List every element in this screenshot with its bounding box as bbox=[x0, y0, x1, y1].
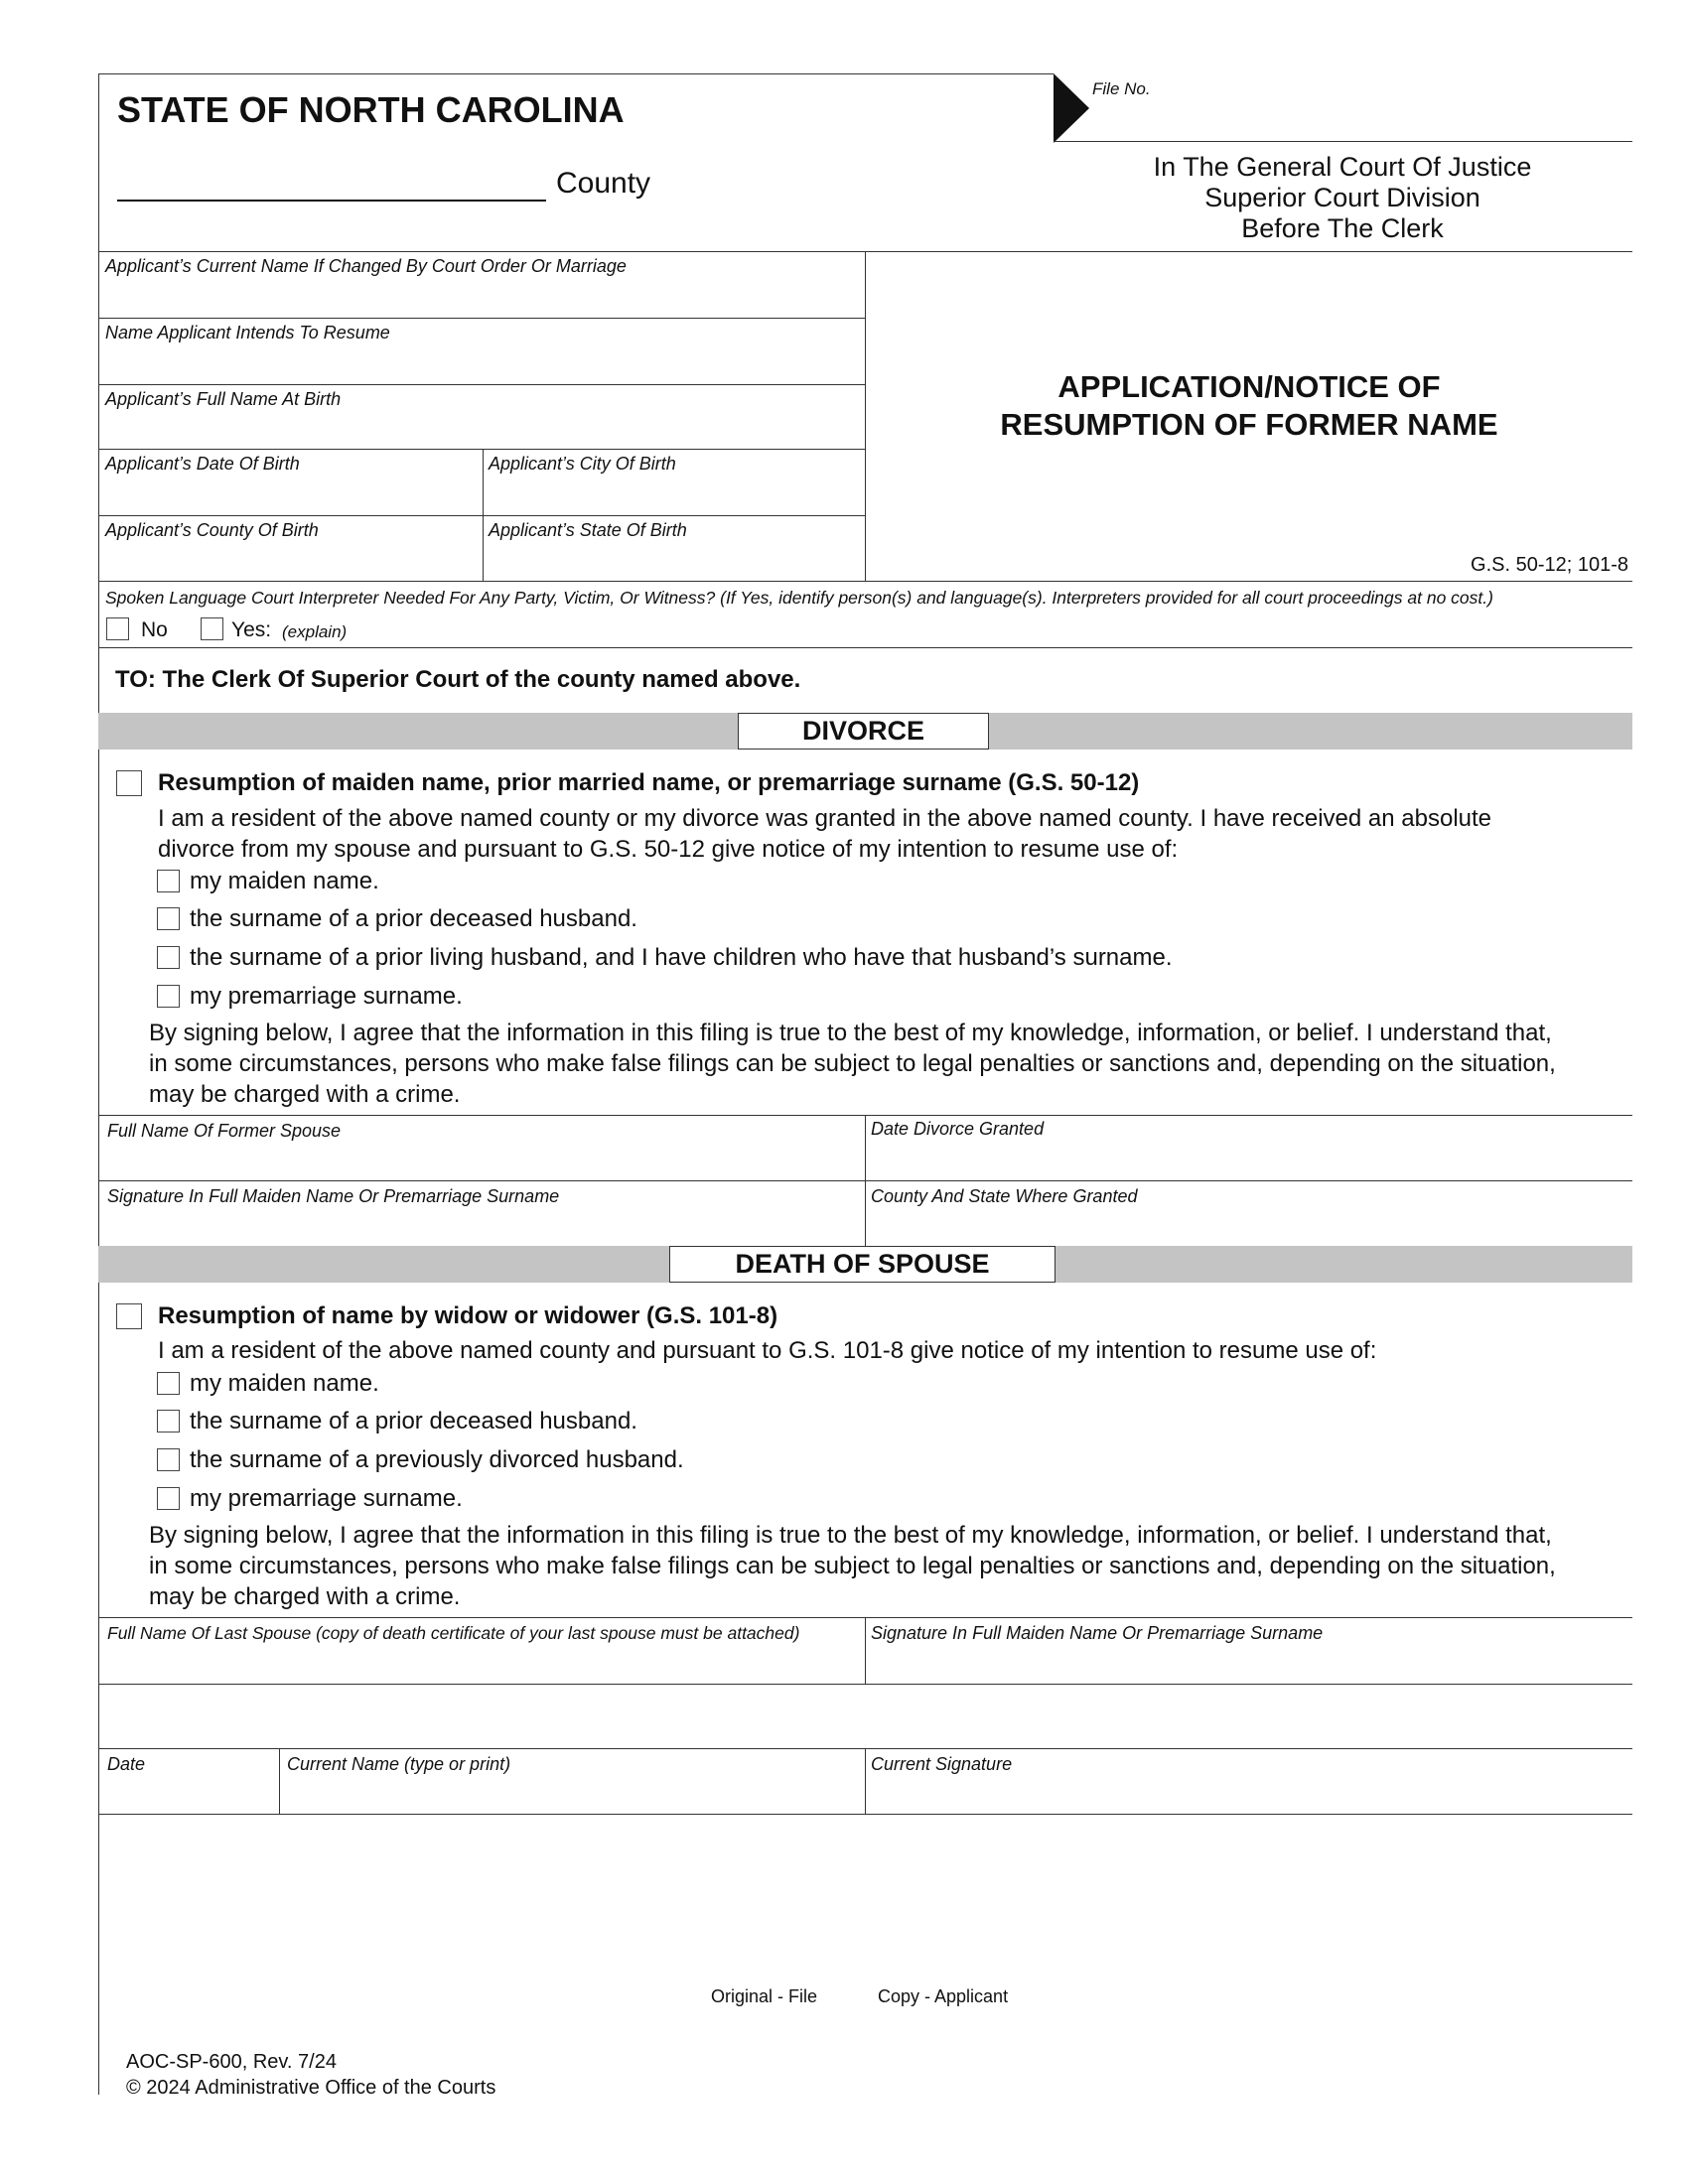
current-signature-label: Current Signature bbox=[871, 1754, 1013, 1774]
divorce-living-husband-label: the surname of a prior living husband, and I have children who have that husband’s surname. bbox=[190, 944, 1173, 971]
death-deceased-husband-checkbox[interactable] bbox=[157, 1410, 180, 1433]
death-signature-field[interactable] bbox=[867, 1645, 1631, 1683]
top-rule bbox=[98, 73, 1054, 74]
death-main-checkbox[interactable] bbox=[116, 1303, 142, 1329]
divorce-deceased-husband-label: the surname of a prior deceased husband. bbox=[190, 905, 637, 932]
row-rule bbox=[98, 1684, 1632, 1685]
interpreter-no-label: No bbox=[141, 618, 168, 641]
form-title-line-1: APPLICATION/NOTICE OF bbox=[1057, 369, 1441, 404]
interpreter-yes-label: Yes: bbox=[231, 618, 272, 641]
row-rule bbox=[98, 581, 1632, 582]
row-rule bbox=[98, 318, 865, 319]
divorce-premarriage-surname-checkbox[interactable] bbox=[157, 985, 180, 1008]
death-option-heading: Resumption of name by widow or widower (G.S. 101-8) bbox=[158, 1302, 778, 1329]
death-premarriage-surname-checkbox[interactable] bbox=[157, 1487, 180, 1510]
divorce-intro-line-2: divorce from my spouse and pursuant to G.S. 50-12 give notice of my intention to resume use of: bbox=[158, 836, 1179, 863]
divorce-heading: DIVORCE bbox=[738, 713, 989, 750]
death-premarriage-surname-label: my premarriage surname. bbox=[190, 1485, 463, 1512]
county-label: County bbox=[556, 167, 651, 200]
divorce-maiden-name-checkbox[interactable] bbox=[157, 870, 180, 892]
birth-name-label: Applicant’s Full Name At Birth bbox=[105, 389, 342, 409]
last-spouse-label: Full Name Of Last Spouse (copy of death certificate of your last spouse must be attached) bbox=[107, 1623, 800, 1643]
former-spouse-field[interactable] bbox=[99, 1142, 864, 1179]
court-line-2: Superior Court Division bbox=[1204, 183, 1480, 212]
form-id: AOC-SP-600, Rev. 7/24 bbox=[126, 2051, 337, 2073]
divorce-option-heading: Resumption of maiden name, prior married name, or premarriage surname (G.S. 50-12) bbox=[158, 769, 1140, 796]
file-no-arrow-icon bbox=[1054, 73, 1091, 143]
divorce-deceased-husband-checkbox[interactable] bbox=[157, 907, 180, 930]
death-intro: I am a resident of the above named county and pursuant to G.S. 101-8 give notice of my intention to resume use of: bbox=[158, 1337, 1377, 1364]
city-of-birth-label: Applicant’s City Of Birth bbox=[489, 454, 676, 474]
current-name-label: Applicant’s Current Name If Changed By Court Order Or Marriage bbox=[105, 256, 627, 276]
dob-label: Applicant’s Date Of Birth bbox=[105, 454, 300, 474]
current-name-print-field[interactable] bbox=[281, 1776, 864, 1813]
divorce-signature-label: Signature In Full Maiden Name Or Premarriage Surname bbox=[107, 1186, 560, 1206]
birth-name-field[interactable] bbox=[99, 411, 864, 449]
death-maiden-name-checkbox[interactable] bbox=[157, 1372, 180, 1395]
court-line-1: In The General Court Of Justice bbox=[1153, 152, 1532, 182]
date-field[interactable] bbox=[99, 1776, 278, 1813]
date-divorce-granted-label: Date Divorce Granted bbox=[871, 1119, 1045, 1139]
copy-applicant: Copy - Applicant bbox=[878, 1986, 1009, 2006]
current-signature-field[interactable] bbox=[867, 1776, 1631, 1813]
state-of-birth-label: Applicant’s State Of Birth bbox=[489, 520, 687, 540]
dob-field[interactable] bbox=[99, 476, 481, 515]
interpreter-explain-field[interactable] bbox=[377, 615, 1628, 645]
death-attestation-line-3: may be charged with a crime. bbox=[149, 1583, 461, 1610]
form-title-line-2: RESUMPTION OF FORMER NAME bbox=[1000, 407, 1498, 442]
city-of-birth-field[interactable] bbox=[485, 476, 864, 515]
death-attestation-line-2: in some circumstances, persons who make false filings can be subject to legal penalties or sanctions and, depending on the situation, bbox=[149, 1553, 1556, 1579]
intended-name-label: Name Applicant Intends To Resume bbox=[105, 323, 390, 342]
county-of-birth-label: Applicant’s County Of Birth bbox=[105, 520, 319, 540]
former-spouse-label: Full Name Of Former Spouse bbox=[107, 1121, 342, 1141]
death-maiden-name-label: my maiden name. bbox=[190, 1370, 379, 1397]
row-rule bbox=[98, 647, 1632, 648]
last-spouse-field[interactable] bbox=[99, 1645, 864, 1683]
statute-reference: G.S. 50-12; 101-8 bbox=[1471, 554, 1628, 576]
col-divider bbox=[865, 1748, 866, 1814]
state-of-birth-field[interactable] bbox=[485, 542, 864, 580]
interpreter-explain-label: (explain) bbox=[282, 622, 348, 641]
date-divorce-granted-field[interactable] bbox=[867, 1142, 1631, 1179]
intended-name-field[interactable] bbox=[99, 344, 864, 384]
divorce-attestation-line-2: in some circumstances, persons who make false filings can be subject to legal penalties or sanctions and, depending on the situation, bbox=[149, 1050, 1556, 1077]
death-divorced-husband-label: the surname of a previously divorced husband. bbox=[190, 1446, 684, 1473]
divorce-attestation-line-1: By signing below, I agree that the information in this filing is true to the best of my knowledge, information, or belief. I understand that, bbox=[149, 1020, 1552, 1046]
col-divider bbox=[279, 1748, 280, 1814]
death-signature-label: Signature In Full Maiden Name Or Premarriage Surname bbox=[871, 1623, 1324, 1643]
row-rule bbox=[98, 1180, 1632, 1181]
row-rule bbox=[98, 515, 865, 516]
copyright: © 2024 Administrative Office of the Courts bbox=[126, 2077, 496, 2099]
divorce-living-husband-checkbox[interactable] bbox=[157, 946, 180, 969]
county-state-granted-field[interactable] bbox=[867, 1207, 1631, 1245]
row-rule bbox=[98, 449, 865, 450]
divorce-signature-field[interactable] bbox=[99, 1207, 864, 1245]
state-title: STATE OF NORTH CAROLINA bbox=[117, 89, 625, 130]
death-divorced-husband-checkbox[interactable] bbox=[157, 1448, 180, 1471]
county-of-birth-field[interactable] bbox=[99, 542, 481, 580]
divorce-main-checkbox[interactable] bbox=[116, 770, 142, 796]
current-name-field[interactable] bbox=[99, 278, 864, 318]
county-state-granted-label: County And State Where Granted bbox=[871, 1186, 1138, 1206]
interpreter-yes-checkbox[interactable] bbox=[201, 617, 223, 640]
death-deceased-husband-label: the surname of a prior deceased husband. bbox=[190, 1408, 637, 1434]
death-attestation-line-1: By signing below, I agree that the information in this filing is true to the best of my knowledge, information, or belief. I understand that, bbox=[149, 1522, 1552, 1549]
divorce-premarriage-surname-label: my premarriage surname. bbox=[190, 983, 463, 1010]
divorce-attestation-line-3: may be charged with a crime. bbox=[149, 1081, 461, 1108]
copy-original-file: Original - File bbox=[711, 1986, 818, 2006]
divorce-intro-line-1: I am a resident of the above named county or my divorce was granted in the above named county. I have received an absolute bbox=[158, 805, 1492, 832]
interpreter-question: Spoken Language Court Interpreter Needed For Any Party, Victim, Or Witness? (If Yes, identify person(s) and language(s). Interpreters provided for all court proceedings at no cost.) bbox=[105, 588, 1493, 608]
death-heading: DEATH OF SPOUSE bbox=[669, 1246, 1055, 1283]
file-no-field[interactable] bbox=[1054, 141, 1632, 142]
interpreter-no-checkbox[interactable] bbox=[106, 617, 129, 640]
date-label: Date bbox=[107, 1754, 146, 1774]
current-name-print-label: Current Name (type or print) bbox=[287, 1754, 511, 1774]
to-clerk-line: TO: The Clerk Of Superior Court of the county named above. bbox=[115, 666, 801, 693]
row-rule bbox=[98, 384, 865, 385]
court-line-3: Before The Clerk bbox=[1241, 213, 1444, 243]
row-rule bbox=[98, 1814, 1632, 1815]
file-no-label: File No. bbox=[1092, 79, 1151, 98]
col-divider bbox=[865, 1617, 866, 1684]
county-blank-line[interactable] bbox=[117, 200, 546, 202]
divorce-maiden-name-label: my maiden name. bbox=[190, 868, 379, 894]
